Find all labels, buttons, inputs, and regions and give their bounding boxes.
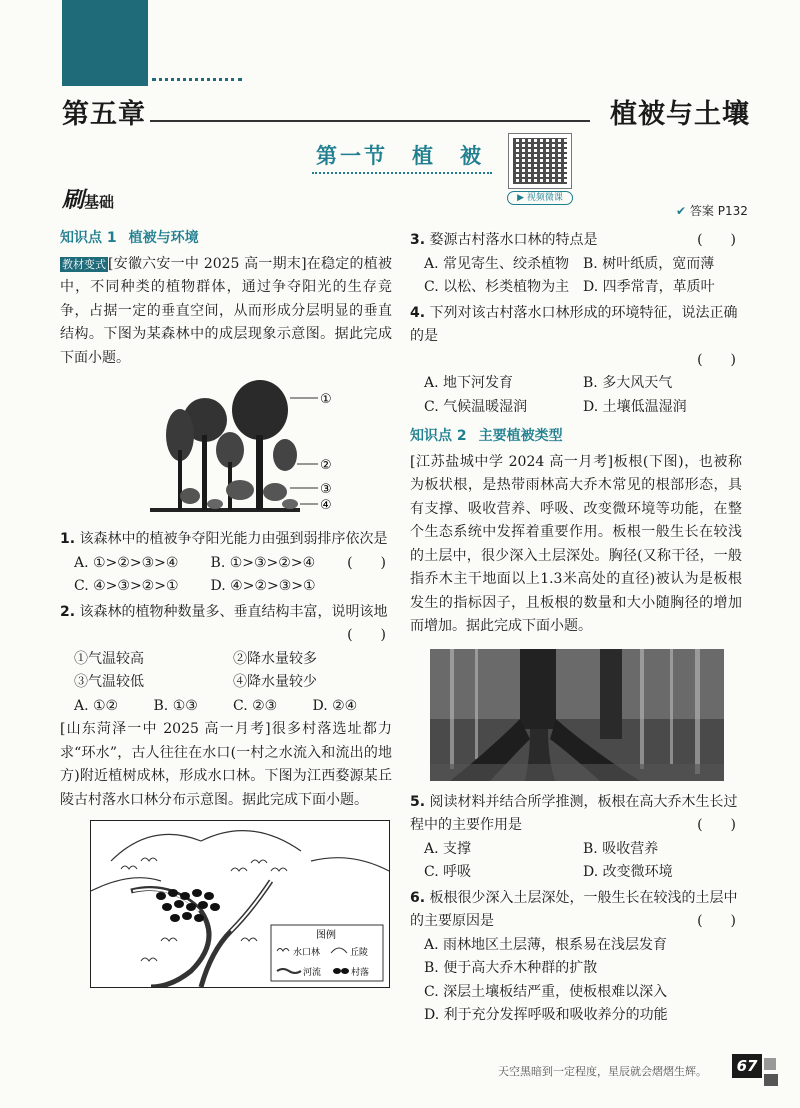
buttress-root-image bbox=[430, 649, 724, 781]
forest-label-1: ① bbox=[320, 392, 332, 407]
q4-number: 4. bbox=[410, 304, 426, 321]
q4-option-b[interactable]: B. 多大风天气 bbox=[583, 375, 673, 391]
q6-answer-blank[interactable]: ( ) bbox=[697, 913, 736, 929]
q4-answer-blank[interactable]: ( ) bbox=[697, 351, 736, 368]
decorative-dotted-line bbox=[152, 78, 242, 81]
q3-option-a[interactable]: A. 常见寄生、绞杀植物 bbox=[424, 255, 570, 272]
q1-number: 1. bbox=[60, 531, 76, 547]
q5-option-b[interactable]: B. 吸收营养 bbox=[583, 840, 659, 857]
q6-option-a[interactable]: A. 雨林地区土层薄，根系易在浅层发育 bbox=[424, 936, 668, 953]
q2-item-2: ②降水量较多 bbox=[233, 650, 317, 667]
video-lesson-label[interactable]: ▶ 视频微课 bbox=[507, 191, 573, 205]
video-lesson-text: 视频微课 bbox=[526, 193, 563, 203]
right-column bbox=[410, 227, 742, 1028]
q4-options bbox=[410, 372, 742, 419]
question-3 bbox=[410, 229, 742, 253]
answer-reference bbox=[676, 202, 748, 219]
q5-answer-blank[interactable]: ( ) bbox=[697, 817, 736, 833]
brush-sub: 基础 bbox=[84, 193, 115, 211]
legend-title: 图例 bbox=[316, 930, 336, 941]
q3-stem: 婺源古村落水口林的特点是 bbox=[429, 232, 598, 248]
q4-stem: 下列对该古村落水口林形成的环境特征，说法正确的是 bbox=[410, 304, 738, 344]
kp2-number: 知识点 2 bbox=[410, 428, 467, 444]
left-column bbox=[60, 227, 392, 988]
intro-passage-2: [山东菏泽一中 2025 高一月考]很多村落选址都力求“环水”，古人往往在水口(一村之水流入和流出的地方)附近植树成林，形成水口林。下图为江西婺源某丘陵古村落水口林分布示意图。据此完成下面小题。 bbox=[60, 721, 392, 808]
q1-answer-blank[interactable]: ( ) bbox=[347, 554, 386, 571]
legend-hill: 丘陵 bbox=[350, 948, 369, 958]
map-illustration bbox=[91, 821, 389, 987]
intro-passage-3: [江苏盐城中学 2024 高一月考]板根(下图)，也被称为板状根，是热带雨林高大乔木常见的根部形态，具有支撑、吸收营养、呼吸、改变微环境等功能，在整个生态系统中发挥着重要作用。板根一般生长在较浅的土层中，很少深入土层深处。胸径(又称干径，一般指乔木主干地面以上1.3米高处的直径)被认为是板根发生的指标因子，且板根的数量和大小随胸径的增加而增加。据此完成下面小题。 bbox=[410, 453, 742, 634]
q2-item-4: ④降水量较少 bbox=[233, 674, 317, 690]
chapter-decoration-block bbox=[62, 0, 148, 86]
q5-option-d[interactable]: D. 改变微环境 bbox=[583, 864, 673, 880]
q5-number: 5. bbox=[410, 793, 426, 810]
qr-code[interactable] bbox=[508, 133, 572, 189]
q2-stem: 该森林的植物种数量多、垂直结构丰富，说明该地 bbox=[79, 603, 388, 620]
forest-illustration bbox=[150, 380, 340, 520]
section-title: 第一节 植 被 bbox=[316, 144, 484, 168]
q1-stem: 该森林中的植被争夺阳光能力由强到弱排序依次是 bbox=[79, 531, 388, 547]
forest-label-2: ② bbox=[320, 458, 332, 473]
forest-label-4: ④ bbox=[320, 498, 332, 513]
page-decoration-dark bbox=[764, 1074, 778, 1086]
q2-option-c[interactable]: C. ②③ bbox=[233, 697, 278, 714]
question-2 bbox=[60, 601, 392, 625]
q2-items bbox=[60, 648, 392, 695]
q1-options bbox=[60, 552, 347, 599]
q2-number: 2. bbox=[60, 603, 76, 620]
knowledge-point-1 bbox=[60, 227, 392, 251]
water-mouth-forest-map bbox=[90, 820, 390, 988]
textbook-variant-tag: 教材变式 bbox=[62, 257, 106, 271]
page-number: 67 bbox=[732, 1054, 762, 1078]
q2-options bbox=[60, 695, 392, 719]
kp1-title: 植被与环境 bbox=[128, 230, 199, 246]
legend-forest: 水口林 bbox=[293, 948, 321, 958]
qr-code-pattern bbox=[513, 138, 567, 184]
forest-layer-diagram bbox=[150, 380, 340, 520]
q6-number: 6. bbox=[410, 889, 426, 906]
legend-river: 河流 bbox=[303, 968, 322, 978]
q4-option-c[interactable]: C. 气候温暖湿润 bbox=[424, 398, 528, 415]
answer-reference-text: 答案 P132 bbox=[689, 204, 748, 218]
basic-practice-heading bbox=[62, 183, 114, 214]
q3-option-c[interactable]: C. 以松、杉类植物为主 bbox=[424, 279, 570, 295]
knowledge-point-2 bbox=[410, 425, 742, 449]
q1-option-d[interactable]: D. ④>②>③>① bbox=[210, 578, 316, 594]
q2-option-b[interactable]: B. ①③ bbox=[153, 697, 198, 714]
q3-option-b[interactable]: B. 树叶纸质，宽而薄 bbox=[583, 255, 715, 272]
q5-option-a[interactable]: A. 支撑 bbox=[424, 840, 472, 857]
legend-village: 村落 bbox=[351, 968, 370, 978]
q5-options bbox=[410, 838, 742, 885]
q3-number: 3. bbox=[410, 232, 426, 248]
intro-text-1: [安徽六安一中 2025 高一期末]在稳定的植被中，不同种类的植物群体，通过争夺阳光的生存竞争，占据一定的垂直空间，从而形成分层明显的垂直结构。下图为某森林中的成层现象示意图。据此完成下面小题。 bbox=[60, 255, 392, 366]
kp1-number: 知识点 1 bbox=[60, 230, 117, 246]
question-5 bbox=[410, 791, 742, 838]
q6-option-c[interactable]: C. 深层土壤板结严重，使板根难以深入 bbox=[424, 983, 668, 1000]
chapter-number: 第五章 bbox=[62, 99, 146, 130]
q3-options bbox=[410, 253, 742, 300]
buttress-root-photo bbox=[430, 649, 724, 781]
q4-option-d[interactable]: D. 土壤低温湿润 bbox=[583, 398, 687, 415]
q2-item-1: ①气温较高 bbox=[74, 650, 144, 667]
q6-option-b[interactable]: B. 便于高大乔木种群的扩散 bbox=[424, 960, 598, 976]
chapter-divider bbox=[150, 120, 590, 122]
q1-option-c[interactable]: C. ④>③>②>① bbox=[74, 578, 179, 594]
q1-option-a[interactable]: A. ①>②>③>④ bbox=[74, 554, 179, 571]
q3-answer-blank[interactable]: ( ) bbox=[697, 232, 736, 248]
q4-option-a[interactable]: A. 地下河发育 bbox=[424, 375, 514, 391]
q5-stem: 阅读材料并结合所学推测，板根在高大乔木生长过程中的主要作用是 bbox=[410, 793, 738, 833]
intro-passage-1 bbox=[60, 253, 392, 371]
question-4 bbox=[410, 302, 742, 349]
section-underline bbox=[312, 172, 492, 174]
q6-option-d[interactable]: D. 利于充分发挥呼吸和吸收养分的功能 bbox=[424, 1007, 668, 1023]
brush-char: 刷 bbox=[62, 188, 85, 213]
q5-option-c[interactable]: C. 呼吸 bbox=[424, 864, 472, 880]
check-icon: ✔ bbox=[676, 204, 687, 218]
page-decoration-light bbox=[764, 1058, 776, 1070]
footer-slogan: 天空黑暗到一定程度，星辰就会熠熠生辉。 bbox=[498, 1065, 707, 1078]
kp2-title: 主要植被类型 bbox=[478, 428, 563, 444]
forest-label-3: ③ bbox=[320, 482, 332, 497]
chapter-header bbox=[60, 92, 750, 130]
question-6 bbox=[410, 887, 742, 934]
q2-option-a[interactable]: A. ①② bbox=[74, 697, 119, 714]
q3-option-d[interactable]: D. 四季常青，革质叶 bbox=[583, 279, 715, 295]
q2-item-3: ③气温较低 bbox=[74, 674, 144, 690]
q6-options bbox=[410, 934, 742, 1028]
q2-option-d[interactable]: D. ②④ bbox=[312, 697, 358, 714]
chapter-title: 植被与土壤 bbox=[610, 99, 750, 130]
q2-answer-blank[interactable]: ( ) bbox=[347, 627, 386, 643]
q1-option-b[interactable]: B. ①>③>②>④ bbox=[210, 554, 316, 571]
q6-stem: 板根很少深入土层深处，一般生长在较浅的土层中的主要原因是 bbox=[410, 889, 738, 929]
